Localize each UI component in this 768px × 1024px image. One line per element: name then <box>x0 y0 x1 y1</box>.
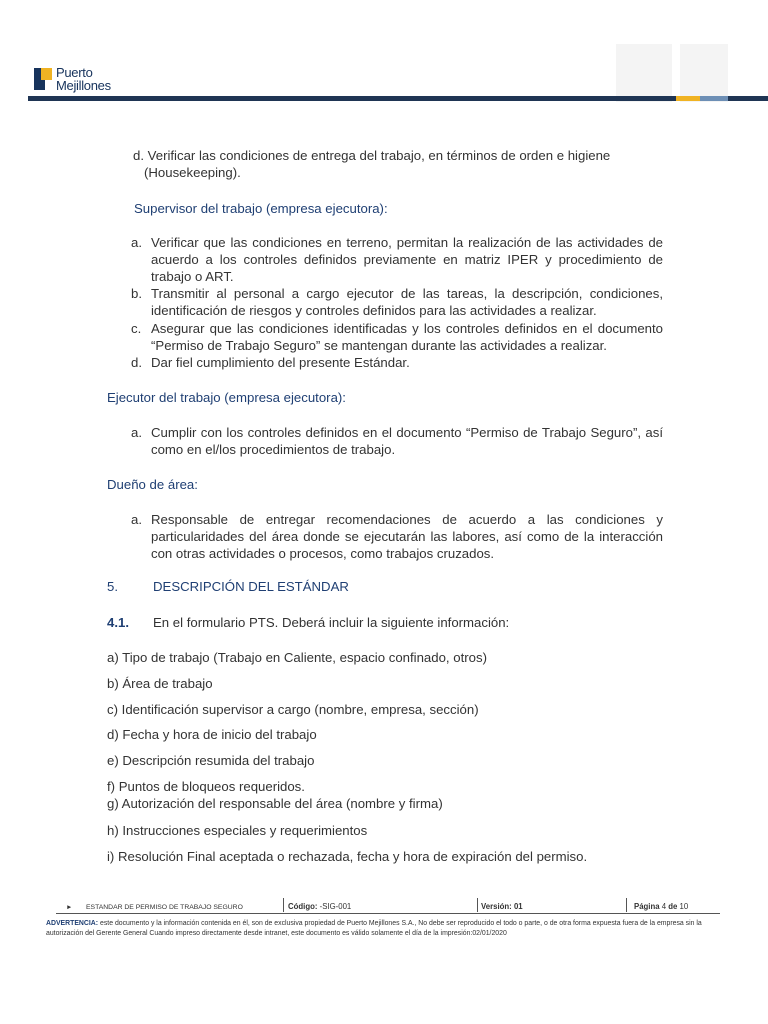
list-item: d) Fecha y hora de inicio del trabajo <box>107 727 317 742</box>
footer-divider <box>626 898 627 912</box>
footer-warning: ADVERTENCIA: este documento y la información contenida en él, son de exclusiva propiedad de Puerto Mejillones S.A., No debe ser reproducido el todo o parte, o de otra forma expuesta fuera de la empresa sin la autorización del Gerente General Cuando impreso directamente desde intranet, este documento es válido solamente el día de la impresión:02/01/2020 <box>46 920 702 937</box>
subsection-number: 4.1. <box>107 615 129 630</box>
list-item: g) Autorización del responsable del área (nombre y firma) <box>107 796 443 811</box>
section-title: DESCRIPCIÓN DEL ESTÁNDAR <box>153 579 349 594</box>
list-item: c) Identificación supervisor a cargo (nombre, empresa, sección) <box>107 702 479 717</box>
section-number: 5. <box>107 579 118 594</box>
list-item: e) Descripción resumida del trabajo <box>107 753 315 768</box>
logo-mark-icon <box>34 68 52 90</box>
logo-text: Puerto Mejillones <box>56 65 111 93</box>
list-item-text: (Housekeeping). <box>144 165 241 180</box>
footer-code: Código: -SIG-001 <box>288 902 352 911</box>
header-rule-accent <box>700 96 728 101</box>
list-item: i) Resolución Final aceptada o rechazada, fecha y hora de expiración del permiso. <box>107 849 588 864</box>
list-item: b) Área de trabajo <box>107 676 213 691</box>
list-item: a) Tipo de trabajo (Trabajo en Caliente, espacio confinado, otros) <box>107 650 487 665</box>
list-item-text: d. Verificar las condiciones de entrega del trabajo, en términos de orden e higiene <box>133 148 611 163</box>
header-rule <box>28 96 768 101</box>
header-decoration <box>680 44 728 102</box>
footer-version: Versión: 01 <box>481 902 523 911</box>
subsection-text: En el formulario PTS. Deberá incluir la siguiente información: <box>153 615 510 630</box>
company-logo <box>34 66 111 92</box>
footer-arrow-icon: ► <box>66 904 73 911</box>
footer-divider <box>283 898 284 912</box>
list-item: f) Puntos de bloqueos requeridos. <box>107 779 305 794</box>
header-rule-accent <box>676 96 700 101</box>
header-decoration <box>616 44 672 102</box>
list-item: h) Instrucciones especiales y requerimientos <box>107 823 368 838</box>
footer-rule <box>56 913 720 914</box>
page-header <box>0 0 768 110</box>
section-heading-dueno: Dueño de área: <box>107 477 198 492</box>
footer-divider <box>477 898 478 912</box>
section-heading-ejecutor: Ejecutor del trabajo (empresa ejecutora): <box>107 390 346 405</box>
footer-page-number: Página 4 de 10 <box>634 902 689 911</box>
footer-doc-title: ESTANDAR DE PERMISO DE TRABAJO SEGURO <box>86 904 243 911</box>
section-heading-supervisor: Supervisor del trabajo (empresa ejecutora): <box>134 201 388 216</box>
